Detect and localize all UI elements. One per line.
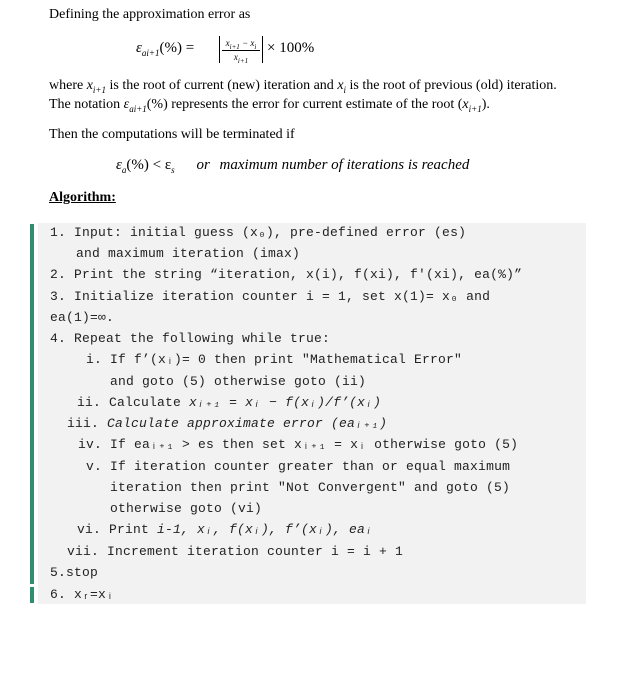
formula-denominator: $x_{i+1}$ [233, 52, 249, 65]
algo-step-4-vii: vii. Increment iteration counter i = i + 1 [67, 544, 404, 559]
then-line: Then the computations will be terminated if [49, 127, 295, 142]
where-line-2: The notation $\varepsilon_{ai+1}(\%)$ represents the error for current estimate of the root $(x_{i+1})$. [49, 97, 490, 114]
algo-step-1: 1. Input: initial guess (x₀), pre-defined error (es) [50, 225, 467, 240]
termination-criterion: $\varepsilon_a(\%) < \varepsilon_s$ or maximum number of iterations is reached [116, 157, 470, 175]
algo-step-4-v-cont: iteration then print "Not Convergent" and goto (5) [110, 480, 511, 495]
abs-bar-left [219, 36, 220, 63]
algorithm-heading: Algorithm: [49, 190, 116, 205]
algo-step-4-ii: ii. Calculate xᵢ₊₁ = xᵢ − f(xᵢ)/f’(xᵢ) [77, 395, 382, 410]
code-block-bar-2 [30, 587, 34, 603]
algo-step-3-cont: ea(1)=∞. [50, 310, 115, 325]
algo-step-4: 4. Repeat the following while true: [50, 331, 331, 346]
formula-numerator: $x_{i+1} - x_i$ [225, 38, 257, 51]
algo-step-4-vi: vi. Print i-1, xᵢ, f(xᵢ), f’(xᵢ), eaᵢ [77, 522, 374, 537]
abs-bar-right [262, 36, 263, 63]
intro-text: Defining the approximation error as [49, 7, 251, 22]
algo-step-3: 3. Initialize iteration counter i = 1, set x(1)= x₀ and [50, 289, 491, 304]
algo-step-4-iii: iii. Calculate approximate error (eaᵢ₊₁) [67, 416, 388, 431]
algo-step-1-cont: and maximum iteration (imax) [76, 246, 301, 261]
code-block-bar [30, 224, 34, 584]
algo-step-2: 2. Print the string “iteration, x(i), f(xi), f'(xi), ea(%)” [50, 267, 523, 282]
where-line-1: where $x_{i+1}$ is the root of current (new) iteration and $x_i$ is the root of previous (old) iteration. [49, 78, 557, 95]
fraction-line [222, 50, 260, 51]
algo-step-4-i: i. If f’(xᵢ)= 0 then print "Mathematical Error" [86, 352, 463, 367]
algo-step-4-v-cont-2: otherwise goto (vi) [110, 501, 263, 516]
code-block-tail [38, 586, 586, 604]
algo-step-5: 5.stop [50, 565, 99, 580]
formula-lhs: $\varepsilon_{ai+1}(\%)$ = [136, 40, 195, 58]
formula-times: × 100% [267, 40, 315, 56]
algo-step-6: 6. xᵣ=xᵢ [50, 587, 115, 602]
algo-step-4-v: v. If iteration counter greater than or equal maximum [86, 459, 511, 474]
algo-step-4-iv: iv. If eaᵢ₊₁ > es then set xᵢ₊₁ = xᵢ otherwise goto (5) [78, 437, 519, 452]
algo-step-4-i-cont: and goto (5) otherwise goto (ii) [110, 374, 367, 389]
